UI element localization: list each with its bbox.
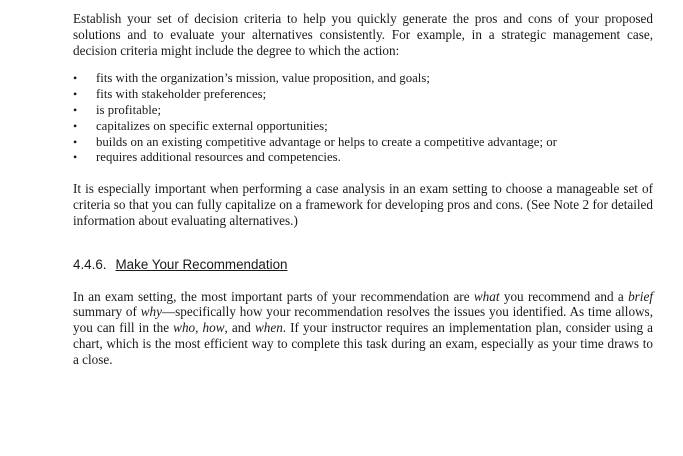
bullet-icon: • — [73, 134, 78, 149]
emphasis-who: who — [173, 320, 196, 336]
emphasis-why: why — [140, 304, 162, 320]
section-heading — [73, 257, 653, 273]
text-run: summary of — [73, 304, 141, 320]
list-item-text: capitalizes on specific external opportunities; — [96, 118, 328, 133]
section-number: 4.4.6. — [73, 256, 107, 272]
emphasis-what: what — [473, 288, 500, 304]
list-item — [73, 103, 653, 119]
recommendation-paragraph — [73, 289, 653, 368]
exam-note-paragraph: It is especially important when performing a case analysis in an exam setting to choose a manageable set of criteria so that you can fully capitalize on a framework for developing pros and cons. (See Note 2 for detailed information about evaluating alternatives.) — [73, 181, 653, 228]
bullet-icon: • — [73, 71, 78, 86]
text-run: you recommend and a — [499, 288, 629, 304]
list-item — [73, 71, 653, 87]
list-item-text: fits with the organization’s mission, value proposition, and goals; — [96, 71, 430, 86]
document-page — [73, 11, 653, 368]
text-run: . If your instructor requires an implementation plan, consider using a chart, which is the most efficient way to complete this task during an exam, especially as your time draws to a close. — [73, 320, 654, 367]
bullet-icon: • — [73, 150, 78, 165]
criteria-list — [73, 71, 653, 166]
text-run: —specifically how your recommendation resolves the issues you identified. As time allows, you can fill in the — [73, 304, 653, 336]
list-item — [73, 87, 653, 103]
bullet-icon: • — [73, 87, 78, 102]
list-item — [73, 135, 653, 151]
list-item-text: is profitable; — [96, 102, 162, 117]
text-run: In an exam setting, the most important parts of your recommendation are — [73, 288, 474, 304]
bullet-icon: • — [73, 118, 78, 133]
list-item-text: requires additional resources and competencies. — [96, 150, 341, 165]
emphasis-how: how — [202, 320, 225, 336]
intro-paragraph: Establish your set of decision criteria to help you quickly generate the pros and cons of your proposed solutions and to evaluate your alternatives consistently. For example, in a strategic management case, decision criteria might include the degree to which the action: — [73, 11, 653, 58]
list-item-text: builds on an existing competitive advantage or helps to create a competitive advantage; or — [96, 134, 557, 149]
emphasis-when: when — [254, 320, 283, 336]
bullet-icon: • — [73, 102, 78, 117]
emphasis-brief: brief — [628, 288, 653, 304]
list-item — [73, 150, 653, 166]
section-title: Make Your Recommendation — [115, 256, 288, 272]
list-item — [73, 119, 653, 135]
list-item-text: fits with stakeholder preferences; — [96, 87, 267, 102]
text-run: , — [195, 320, 203, 336]
text-run: , and — [224, 320, 255, 336]
